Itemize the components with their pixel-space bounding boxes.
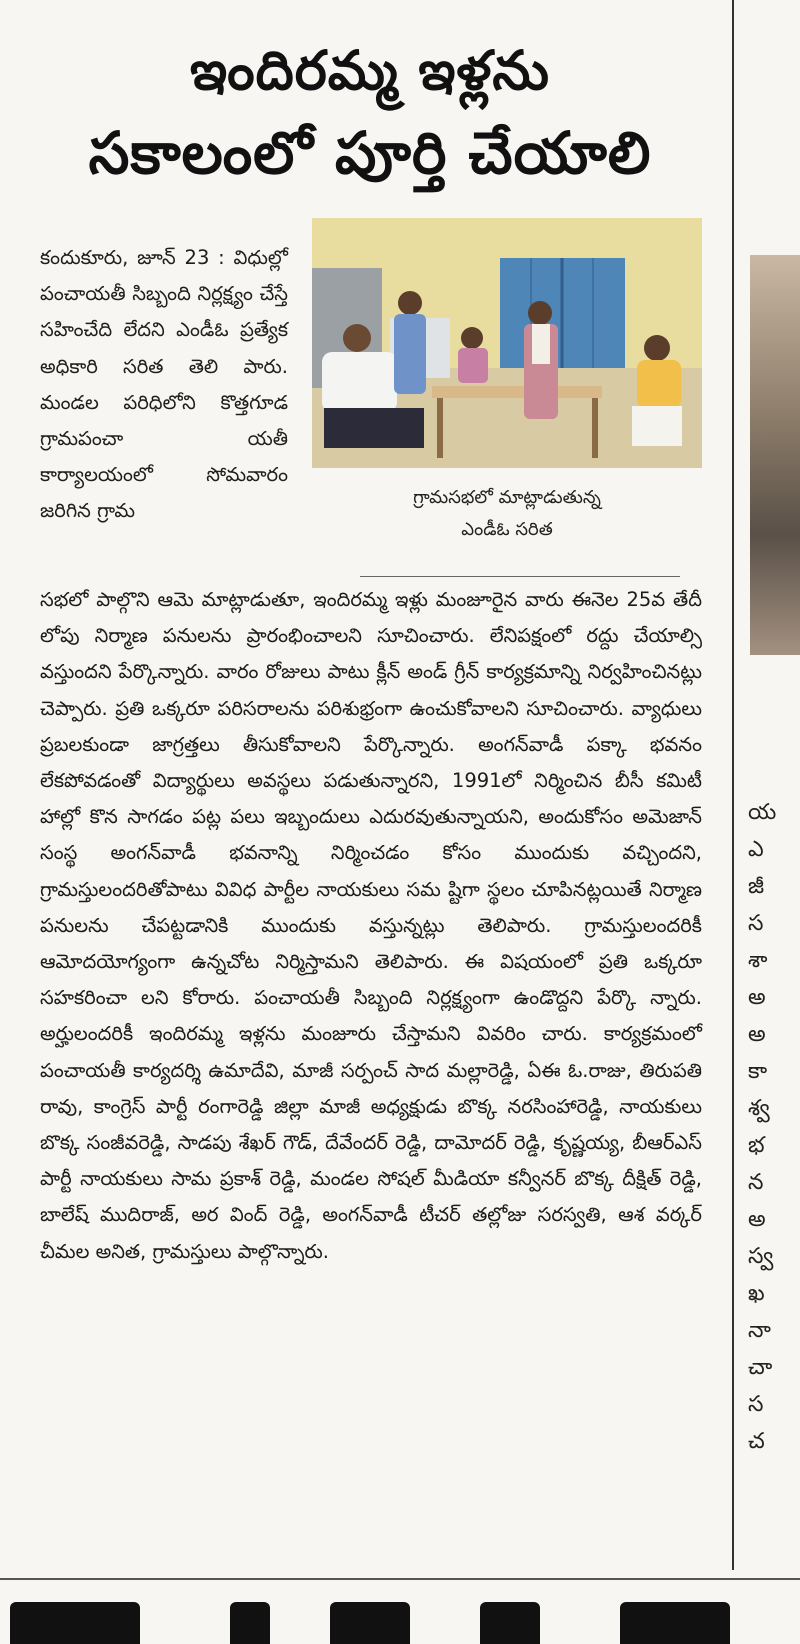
adjacent-photo <box>750 255 800 655</box>
adjacent-text-fragment: అ <box>748 1207 766 1232</box>
adjacent-text-fragment: స్వ <box>748 1244 774 1269</box>
adjacent-text-fragment: ఖ <box>748 1281 765 1306</box>
caption-line-1: గ్రామసభలో మాట్లాడుతున్న <box>413 487 601 508</box>
adjacent-text-fragment: చా <box>748 1355 773 1380</box>
caption-divider <box>360 576 680 577</box>
headline-line-2: సకాలంలో పూర్తి చేయాలి <box>88 119 652 187</box>
adjacent-text-fragment: చ <box>748 1429 765 1454</box>
news-photo <box>312 218 702 468</box>
adjacent-article-strip <box>740 0 800 1644</box>
photo-icon <box>312 218 702 468</box>
adjacent-text-fragment: భ <box>748 1133 765 1158</box>
adjacent-text-fragment: అ <box>748 985 766 1010</box>
adjacent-text-fragment: య <box>748 800 777 825</box>
adjacent-text-fragment: స <box>748 911 764 936</box>
photo-caption <box>312 482 702 546</box>
adjacent-text-fragment: అ <box>748 1022 766 1047</box>
adjacent-text-fragment: శ్వ <box>748 1096 770 1121</box>
adjacent-text-fragment: శా <box>748 948 768 973</box>
adjacent-text-fragment: న <box>748 1170 764 1195</box>
caption-line-2: ఎండీఓ సరిత <box>461 519 553 540</box>
lead-paragraph: కందుకూరు, జూన్ 23 : విధుల్లో పంచాయతీ సిబ్బంది నిర్లక్ష్యం చేస్తే సహించేది లేదని ఎండీఓ ప్రత్యేక అధికారి సరిత తెలి పారు. మండల పరిధిలోని కొత్తగూడ గ్రామపంచా యతీ కార్యాలయంలో సోమవారం జరిగిన గ్రామ <box>40 246 288 523</box>
headline <box>38 30 702 194</box>
adjacent-text-fragment: నా <box>748 1318 771 1343</box>
page-rule <box>0 1578 800 1580</box>
column-divider <box>732 0 734 1570</box>
headline-line-1: ఇందిరమ్మ ఇళ్లను <box>190 39 550 102</box>
adjacent-text-fragment: ఎ <box>748 837 764 862</box>
adjacent-text-fragment: కా <box>748 1059 768 1084</box>
next-headline-cutoff <box>0 1592 800 1644</box>
adjacent-text-fragment: స <box>748 1392 764 1417</box>
adjacent-text-fragment: జీ <box>748 874 765 899</box>
body-paragraph: సభలో పాల్గొని ఆమె మాట్లాడుతూ, ఇందిరమ్మ ఇళ్లు మంజూరైన వారు ఈనెల 25వ తేదీ లోపు నిర్మాణ పనులను ప్రారంభించాలని సూచించారు. లేనిపక్షంలో రద్దు చేయాల్సి వస్తుందని పేర్కొన్నారు. వారం రోజులు పాటు క్లీన్ అండ్ గ్రీన్ కార్యక్రమాన్ని నిర్వహించినట్లు చెప్పారు. ప్రతి ఒక్కరూ పరిసరాలను పరిశుభ్రంగా ఉంచుకోవాలని సూచించారు. వ్యాధులు ప్రబలకుండా జాగ్రత్తలు తీసుకోవాలని పేర్కొన్నారు. అంగన్‌వాడీ పక్కా భవనం లేకపోవడంతో విద్యార్థులు అవస్థలు పడుతున్నారని, 1991లో నిర్మించిన బీసీ కమిటీ హాల్లో కొన సాగడం పట్ల పలు ఇబ్బందులు ఎదురవుతున్నాయని, అందుకోసం అమెజాన్ సంస్థ అంగన్‌వాడీ భవనాన్ని నిర్మించడం కోసం ముందుకు వచ్చిందని, గ్రామస్తులందరితోపాటు వివిధ పార్టీల నాయకులు సమ ష్టిగా స్థలం చూపినట్లయితే నిర్మాణ పనులను చేపట్టడానికి ముందుకు వస్తున్నట్లు తెలిపారు. గ్రామస్తులందరికీ ఆమోదయోగ్యంగా ఉన్నచోట నిర్మిస్తామని తెలిపారు. ఈ విషయంలో ప్రతి ఒక్కరూ సహకరించా లని కోరారు. పంచాయతీ సిబ్బంది నిర్లక్ష్యంగా ఉండొద్దని పేర్కొ న్నారు. అర్హులందరికీ ఇందిరమ్మ ఇళ్లను మంజూరు చేస్తామని వివరిం చారు. కార్యక్రమంలో పంచాయతీ కార్యదర్శి ఉమాదేవి, మాజీ సర్పంచ్ సాద మల్లారెడ్డి, ఏఈ ఓ.రాజు, తిరుపతి రావు, కాంగ్రెస్ పార్టీ రంగారెడ్డి జిల్లా మాజీ అధ్యక్షుడు బొక్క నరసింహారెడ్డి, నాయకులు బొక్క సంజీవరెడ్డి, సాడపు శేఖర్ గౌడ్, దేవేందర్ రెడ్డి, దామోదర్ రెడ్డి, కృష్ణయ్య, బీఆర్ఎస్ పార్టీ నాయకులు సామ ప్రకాశ్ రెడ్డి, మండల సోషల్ మీడియా కన్వీనర్ బొక్క దీక్షిత్ రెడ్డి, బాలేష్ ముదిరాజ్, అర వింద్ రెడ్డి, అంగన్‌వాడీ టీచర్ తల్లోజు సరస్వతి, ఆశ వర్కర్ చీమల అనిత, గ్రామస్తులు పాల్గొన్నారు. <box>40 588 702 1263</box>
